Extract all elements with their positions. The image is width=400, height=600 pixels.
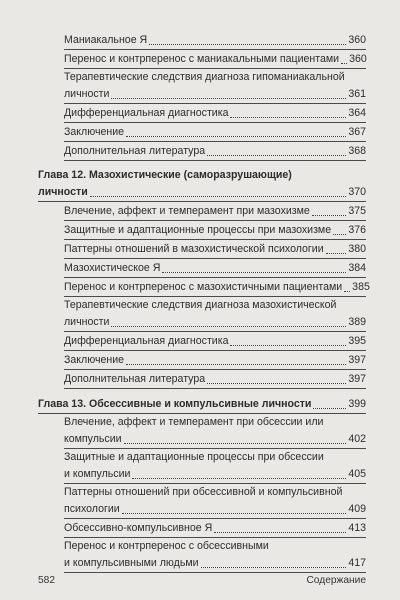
toc-page-number: 370: [348, 186, 366, 198]
chapter-title: Глава 12. Мазохистические (саморазрушающие): [38, 169, 292, 181]
toc-entry-title: Заключение: [64, 126, 125, 138]
dot-leader: [207, 383, 346, 384]
toc-entry-first-line: [0, 69, 400, 85]
dot-leader: [333, 234, 346, 235]
toc-entry-title: Защитные и адаптационные процессы при обсессии: [64, 451, 324, 463]
toc-page-number: 399: [348, 398, 366, 410]
toc-page-number: 380: [348, 243, 366, 255]
dot-leader: [124, 443, 347, 444]
dot-leader: [326, 253, 347, 254]
dot-leader: [111, 98, 346, 99]
toc-entry: [0, 332, 400, 351]
dot-leader: [126, 136, 346, 137]
toc-entry-title: Перенос и контрперенос с обсессивными: [64, 540, 269, 552]
dot-leader: [126, 364, 346, 365]
dot-leader: [162, 272, 346, 273]
toc-entry-title: Дополнительная литература: [64, 145, 206, 157]
dot-leader: [111, 326, 346, 327]
toc-entry-title-cont: личности: [64, 88, 110, 100]
toc-page-number: 360: [348, 34, 366, 46]
toc-entry-title: Перенос и контрперенос с мазохистичными пациентами: [64, 281, 343, 293]
toc-page-number: 364: [348, 107, 366, 119]
toc-entry-continuation: [0, 430, 400, 449]
toc-entry-continuation: [0, 85, 400, 104]
toc-entry-first-line: [0, 297, 400, 313]
toc-page-number: 360: [349, 53, 367, 65]
toc-entry: [0, 202, 400, 221]
toc-entry: [0, 259, 400, 278]
toc-page-number: 376: [348, 224, 366, 236]
toc-page-number: 409: [348, 503, 366, 515]
toc-page-number: 397: [348, 354, 366, 366]
toc-entry-title-cont: личности: [64, 316, 110, 328]
toc-entry: [0, 370, 400, 389]
running-footer-section: Содержание: [306, 575, 366, 586]
toc-entry-title: Дифференциальная диагностика: [64, 335, 229, 347]
toc-entry: [0, 351, 400, 370]
toc-page-number: 368: [348, 145, 366, 157]
dot-leader: [90, 196, 347, 197]
page-footer: [38, 575, 366, 586]
toc-entry-title: Обсессивно-компульсивное Я: [64, 522, 213, 534]
toc-entry: [0, 50, 400, 69]
toc-entry-title-cont: и компульсии: [64, 468, 131, 480]
toc-entry-continuation: [0, 313, 400, 332]
dot-leader: [122, 513, 347, 514]
dot-leader: [201, 567, 347, 568]
toc-entry-title: Защитные и адаптационные процессы при мазохизме: [64, 224, 332, 236]
toc-page-number: 395: [348, 335, 366, 347]
toc-entry-title: Дополнительная литература: [64, 373, 206, 385]
toc-entry-title: Маниакальное Я: [64, 34, 148, 46]
toc-entry-continuation: [0, 465, 400, 484]
toc-entry: [0, 123, 400, 142]
dot-leader: [207, 155, 346, 156]
toc-entry: [0, 104, 400, 123]
toc-entry: [0, 240, 400, 259]
toc-entry-title: Паттерны отношений при обсессивной и компульсивной: [64, 486, 343, 498]
chapter-title-cont: личности: [38, 186, 88, 198]
toc-page-number: 385: [352, 281, 370, 293]
chapter-heading-first-line: [0, 167, 400, 183]
toc-page-number: 397: [348, 373, 366, 385]
folio-page-number: 582: [38, 575, 55, 586]
dot-leader: [230, 117, 346, 118]
toc-entry-title: Перенос и контрперенос с маниакальными пациентами: [64, 53, 340, 65]
toc-page-number: 375: [348, 205, 366, 217]
toc-entry-first-line: [0, 449, 400, 465]
toc-entry-continuation: [0, 554, 400, 573]
toc-page-number: 389: [348, 316, 366, 328]
toc-entry-title: Терапевтические следствия диагноза гипоманиакальной: [64, 71, 345, 83]
toc-page-number: 405: [348, 468, 366, 480]
toc-page-number: 384: [348, 262, 366, 274]
dot-leader: [214, 532, 346, 533]
dot-leader: [230, 345, 346, 346]
toc-entry-first-line: [0, 538, 400, 554]
dot-leader: [313, 408, 346, 409]
toc-entry-title: Терапевтические следствия диагноза мазохистической: [64, 299, 337, 311]
chapter-heading: [0, 395, 400, 414]
toc-entry-title-cont: компульсии: [64, 433, 122, 445]
chapter-title: Глава 13. Обсессивные и компульсивные личности: [38, 398, 312, 410]
toc-entry-title: Заключение: [64, 354, 125, 366]
toc-entry-continuation: [0, 500, 400, 519]
dot-leader: [149, 44, 346, 45]
toc-entry: [0, 278, 400, 297]
toc-entry-title: Паттерны отношений в мазохистической психологии: [64, 243, 324, 255]
toc-entry-title-cont: и компульсивными людьми: [64, 557, 199, 569]
toc-entry-first-line: [0, 484, 400, 500]
toc-entry-title: Влечение, аффект и темперамент при обсессии или: [64, 416, 324, 428]
table-of-contents: [0, 31, 400, 573]
toc-page-number: 417: [348, 557, 366, 569]
toc-page-number: 367: [348, 126, 366, 138]
toc-page-number: 361: [348, 88, 366, 100]
toc-entry: [0, 519, 400, 538]
toc-entry-title: Мазохистическое Я: [64, 262, 161, 274]
toc-entry-first-line: [0, 414, 400, 430]
toc-entry: [0, 221, 400, 240]
dot-leader: [341, 63, 347, 64]
toc-entry-title-cont: психологии: [64, 503, 120, 515]
dot-leader: [344, 291, 350, 292]
toc-page-number: 413: [348, 522, 366, 534]
toc-page-number: 402: [348, 433, 366, 445]
toc-entry: [0, 142, 400, 161]
dot-leader: [132, 478, 346, 479]
dot-leader: [312, 215, 346, 216]
toc-entry-title: Влечение, аффект и темперамент при мазохизме: [64, 205, 310, 217]
toc-entry-title: Дифференциальная диагностика: [64, 107, 229, 119]
chapter-heading-continuation: [0, 183, 400, 202]
toc-entry: [0, 31, 400, 50]
